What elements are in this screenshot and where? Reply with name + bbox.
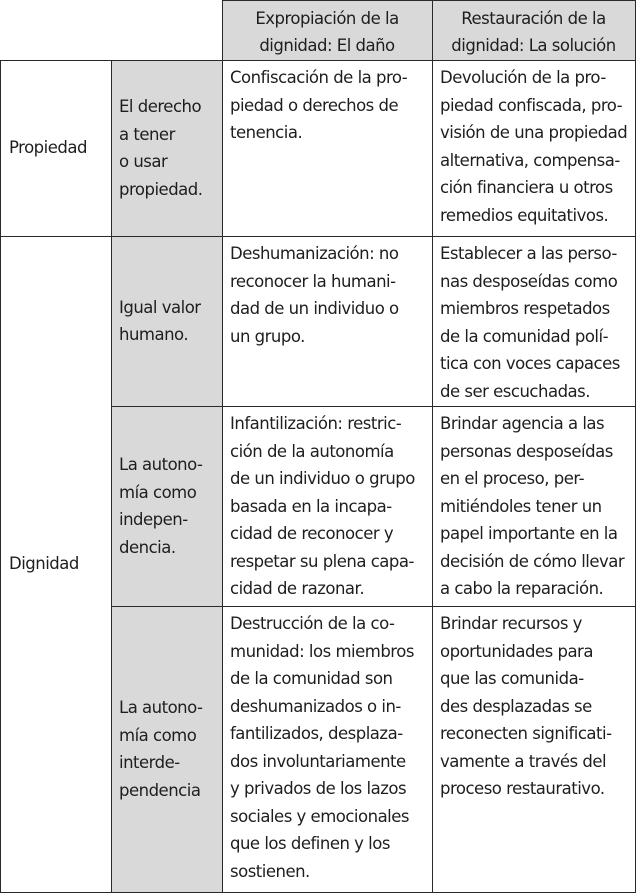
aspect-cell <box>111 60 222 236</box>
harm-cell <box>222 236 432 406</box>
remedy-line: alternativa, compensa- <box>440 150 620 170</box>
aspect-line: humano. <box>119 325 189 344</box>
aspect-line: indepen- <box>119 510 188 529</box>
grid-line <box>111 606 636 607</box>
harm-line: sociales y emocionales <box>230 806 410 826</box>
grid-line <box>432 0 433 893</box>
remedy-line: ción financiera u otros <box>440 178 613 197</box>
harm-line: munidad: los miembros <box>230 641 414 661</box>
harm-line: deshumanizados o in- <box>230 696 401 716</box>
category-label: Propiedad <box>9 138 87 158</box>
harm-line: cidad de razonar. <box>230 579 365 598</box>
header-line: Expropiación de la <box>255 9 399 28</box>
harm-line: basada en la incapa- <box>230 496 392 516</box>
harm-line: que los definen y los <box>230 834 390 853</box>
harm-line: un grupo. <box>230 326 305 346</box>
harm-cell <box>222 406 432 606</box>
remedy-cell <box>432 406 635 606</box>
harm-line: respetar su plena capa- <box>230 551 414 571</box>
harm-line: dos involuntariamente <box>230 751 406 771</box>
aspect-line: Igual valor <box>119 297 201 317</box>
aspect-line: pendencia <box>119 780 201 800</box>
aspect-line: a tener <box>119 124 175 144</box>
harm-line: de la comunidad son <box>230 669 393 688</box>
remedy-line: Devolución de la pro- <box>440 68 606 87</box>
aspect-line: mía como <box>119 725 197 745</box>
remedy-line: personas desposeídas <box>440 441 613 461</box>
category-propiedad <box>0 60 111 236</box>
header-restauracion <box>432 1 635 60</box>
harm-line: ción de la autonomía <box>230 441 394 461</box>
category-label: Dignidad <box>9 554 79 574</box>
remedy-line: a cabo la reparación. <box>440 579 604 598</box>
remedy-line: nas desposeídas como <box>440 271 618 291</box>
aspect-cell <box>111 606 222 892</box>
remedy-line: vamente a través del <box>440 751 607 771</box>
remedy-line: de ser escuchadas. <box>440 381 590 401</box>
grid-line <box>0 60 1 893</box>
remedy-line: oportunidades para <box>440 641 593 661</box>
aspect-line: dencia. <box>119 537 176 557</box>
aspect-cell <box>111 236 222 406</box>
remedy-line: tica con voces capaces <box>440 354 620 373</box>
harm-line: piedad o derechos de <box>230 95 399 115</box>
aspect-line: o usar <box>119 152 168 171</box>
header-expropiacion <box>222 1 432 60</box>
grid-line <box>222 0 223 893</box>
harm-line: cidad de reconocer y <box>230 524 394 543</box>
remedy-line: decisión de cómo llevar <box>440 551 625 571</box>
harm-line: dad de un individuo o <box>230 299 399 318</box>
aspect-line: propiedad. <box>119 179 203 199</box>
grid-line <box>222 0 636 1</box>
remedy-line: Brindar agencia a las <box>440 414 605 433</box>
harm-line: de un individuo o grupo <box>230 469 415 488</box>
harm-line: fantilizados, desplaza- <box>230 724 403 743</box>
remedy-line: reconecten significati- <box>440 724 612 743</box>
aspect-line: interde- <box>119 753 180 772</box>
remedy-line: Establecer a las perso- <box>440 244 617 263</box>
remedy-line: visión de una propiedad <box>440 123 628 142</box>
grid-line <box>0 60 636 61</box>
harm-cell <box>222 60 432 236</box>
remedy-line: miembros respetados <box>440 299 610 318</box>
remedy-line: en el proceso, per- <box>440 469 585 488</box>
remedy-line: remedios equitativos. <box>440 205 609 225</box>
header-line: Restauración de la <box>461 9 606 28</box>
harm-line: reconocer la humani- <box>230 271 396 291</box>
grid-line <box>111 406 636 407</box>
harm-line: y privados de los lazos <box>230 779 407 798</box>
aspect-cell <box>111 406 222 606</box>
remedy-line: papel importante en la <box>440 524 618 543</box>
remedy-cell <box>432 236 635 406</box>
aspect-line: El derecho <box>119 97 202 116</box>
header-line: dignidad: La solución <box>451 36 616 55</box>
remedy-cell <box>432 60 635 236</box>
harm-cell <box>222 606 432 892</box>
remedy-line: mitiéndoles tener un <box>440 496 602 516</box>
harm-line: Confiscación de la pro- <box>230 68 408 87</box>
aspect-line: La autono- <box>119 698 203 717</box>
remedy-line: que las comunida- <box>440 669 584 688</box>
grid-line <box>111 60 112 893</box>
aspect-line: La autono- <box>119 455 203 474</box>
harm-line: Destrucción de la co- <box>230 614 395 633</box>
remedy-line: des desplazadas se <box>440 696 592 716</box>
aspect-line: mía como <box>119 482 197 502</box>
remedy-line: proceso restaurativo. <box>440 779 605 798</box>
harm-line: tenencia. <box>230 123 303 142</box>
remedy-line: Brindar recursos y <box>440 614 582 633</box>
remedy-cell <box>432 606 635 892</box>
category-dignidad <box>0 236 111 892</box>
harm-line: sostienen. <box>230 861 310 881</box>
harm-line: Infantilización: restric- <box>230 414 402 433</box>
remedy-line: de la comunidad polí- <box>440 326 609 346</box>
header-line: dignidad: El daño <box>259 36 395 55</box>
grid-line <box>0 236 636 237</box>
harm-line: Deshumanización: no <box>230 244 399 263</box>
remedy-line: piedad confiscada, pro- <box>440 95 623 115</box>
